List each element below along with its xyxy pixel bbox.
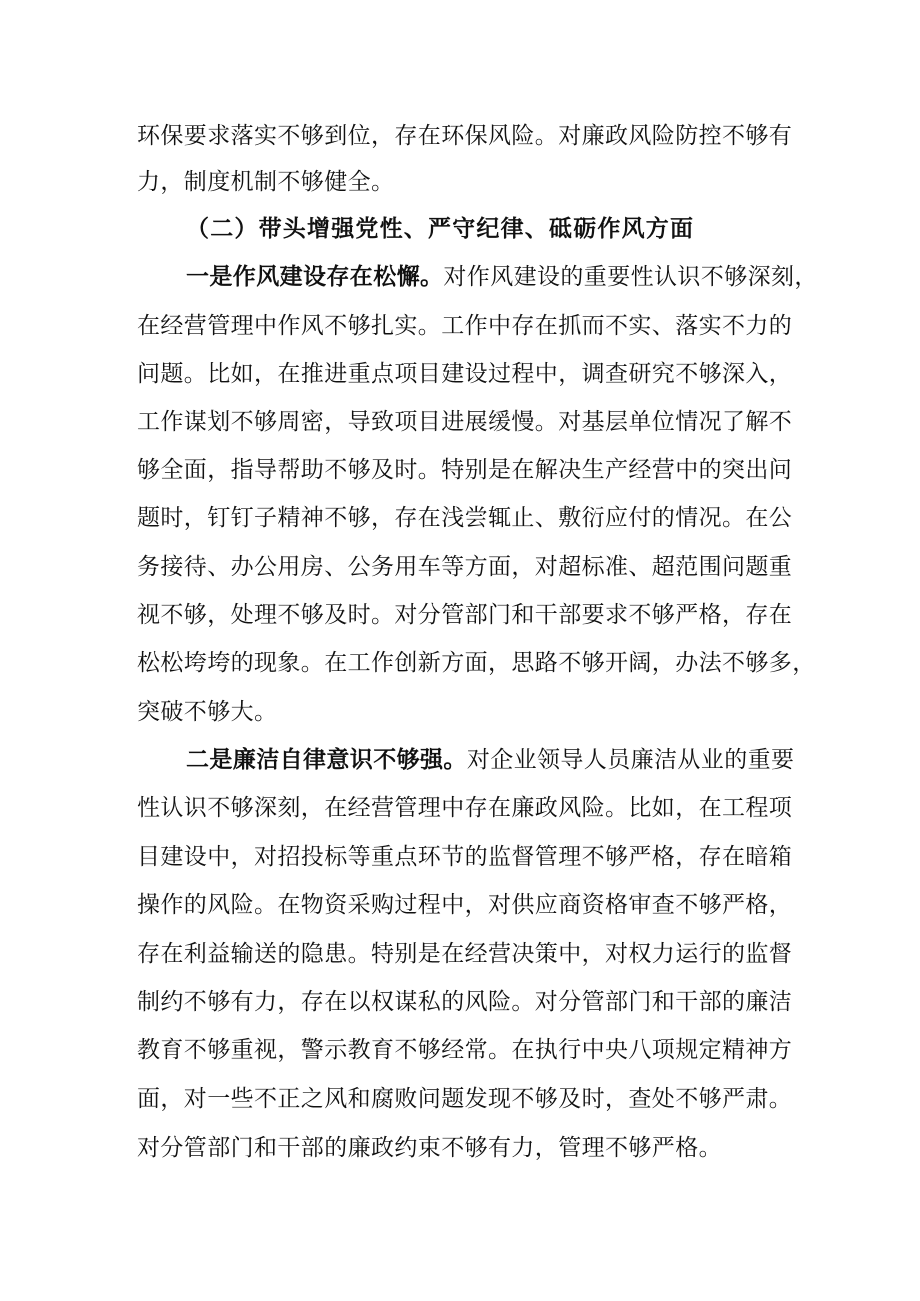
text-line: 题时，钉钉子精神不够，存在浅尝辄止、敷衍应付的情况。在公: [137, 505, 793, 531]
paragraph-lead: 二是廉洁自律意识不够强。: [186, 746, 467, 773]
text-line: 在经营管理中作风不够扎实。工作中存在抓而不实、落实不力的: [137, 313, 793, 339]
text-line: 操作的风险。在物资采购过程中，对供应商资格审查不够严格，: [137, 892, 793, 918]
text-line: 务接待、办公用房、公务用车等方面，对超标准、超范围问题重: [137, 554, 793, 580]
text-line: 够全面，指导帮助不够及时。特别是在解决生产经营中的突出问: [137, 457, 793, 483]
text-line: 突破不够大。: [137, 699, 278, 725]
text-line: 教育不够重视，警示教育不够经常。在执行中央八项规定精神方: [137, 1037, 793, 1063]
text-line: 制约不够有力，存在以权谋私的风险。对分管部门和干部的廉洁: [137, 989, 793, 1015]
paragraph-first-line: [186, 262, 818, 292]
text-line: 问题。比如，在推进重点项目建设过程中，调查研究不够深入，: [137, 361, 793, 387]
text-line: 松松垮垮的现象。在工作创新方面，思路不够开阔，办法不够多，: [137, 650, 816, 676]
text-line: 性认识不够深刻，在经营管理中存在廉政风险。比如，在工程项: [137, 795, 793, 821]
text-line: 对分管部门和干部的廉政约束不够有力，管理不够严格。: [137, 1135, 722, 1161]
paragraph-lead: 一是作风建设存在松懈。: [186, 263, 444, 290]
text-line: 面，对一些不正之风和腐败问题发现不够及时，查处不够严肃。: [137, 1086, 793, 1112]
text-line: 存在利益输送的隐患。特别是在经营决策中，对权力运行的监督: [137, 941, 793, 967]
text-line: 工作谋划不够周密，导致项目进展缓慢。对基层单位情况了解不: [137, 409, 793, 435]
paragraph-first-line: [186, 745, 794, 775]
text-line: 力，制度机制不够健全。: [137, 169, 395, 195]
text-line: 目建设中，对招投标等重点环节的监督管理不够严格，存在暗箱: [137, 844, 793, 870]
text-line: 视不够，处理不够及时。对分管部门和干部要求不够严格，存在: [137, 602, 793, 628]
section-heading: （二）带头增强党性、严守纪律、砥砺作风方面: [186, 215, 695, 242]
paragraph-text: 对作风建设的重要性认识不够深刻，: [443, 264, 818, 290]
text-line: 环保要求落实不够到位，存在环保风险。对廉政风险防控不够有: [137, 123, 793, 149]
paragraph-text: 对企业领导人员廉洁从业的重要: [466, 747, 795, 773]
